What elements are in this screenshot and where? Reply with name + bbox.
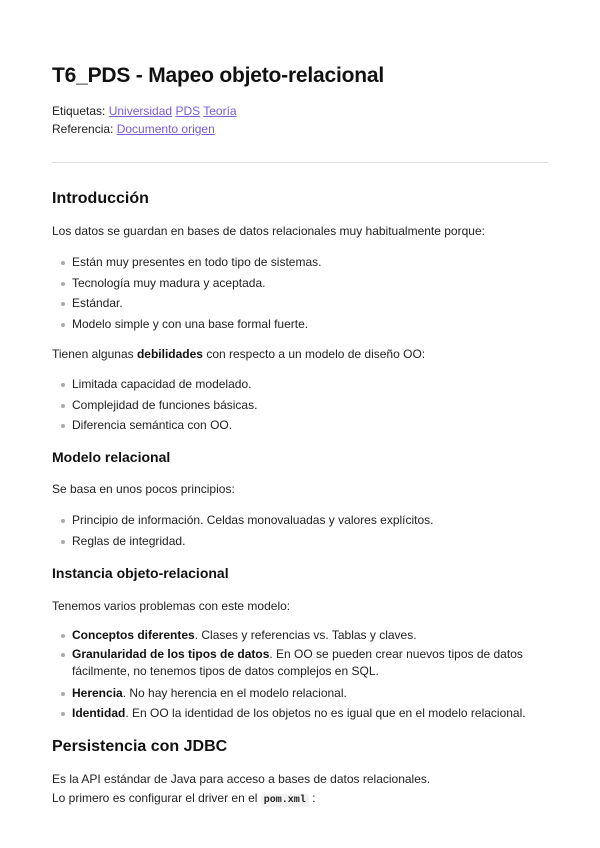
problems-list [52, 625, 548, 724]
reasons-list [52, 252, 548, 334]
reference-link[interactable]: Documento origen [116, 122, 215, 136]
list-item: Herencia. No hay herencia en el modelo relacional. [52, 683, 548, 704]
header-divider [52, 162, 548, 163]
list-item: Granularidad de los tipos de datos. En OO se pueden crear nuevos tipos de datos fácilmente, no tenemos tipos de datos complejos en SQL. [52, 646, 542, 680]
reference-label: Referencia: [52, 122, 114, 136]
list-item: Tecnología muy madura y aceptada. [52, 273, 548, 294]
bullet-icon [61, 383, 65, 387]
bullet-icon [61, 424, 65, 428]
bullet-icon [61, 323, 65, 327]
list-item: Estándar. [52, 293, 548, 314]
weaknesses-list [52, 374, 548, 436]
bullet-icon [61, 634, 65, 638]
list-item: Están muy presentes en todo tipo de sistemas. [52, 252, 548, 273]
section-heading-modelo-relacional: Modelo relacional [52, 449, 171, 465]
bullet-icon [61, 519, 65, 523]
principles-list [52, 510, 548, 551]
bullet-icon [61, 302, 65, 306]
tags-label: Etiquetas: [52, 104, 106, 118]
section-heading-introduccion: Introducción [52, 190, 149, 207]
list-item: Identidad. En OO la identidad de los objetos no es igual que en el modelo relacional. [52, 703, 548, 724]
bullet-icon [61, 712, 65, 716]
list-item: Diferencia semántica con OO. [52, 415, 548, 436]
page-title: T6_PDS - Mapeo objeto-relacional [52, 64, 384, 87]
tag-link-teoria[interactable]: Teoría [203, 104, 237, 118]
section-heading-instancia: Instancia objeto-relacional [52, 565, 229, 581]
bullet-icon [61, 692, 65, 696]
jdbc-line-1: Es la API estándar de Java para acceso a bases de datos relacionales. [52, 772, 431, 786]
list-item: Limitada capacidad de modelado. [52, 374, 548, 395]
tags-row [52, 102, 237, 120]
list-item: Complejidad de funciones básicas. [52, 395, 548, 416]
tag-link-universidad[interactable]: Universidad [108, 104, 173, 118]
list-item: Conceptos diferentes. Clases y referencias vs. Tablas y claves. [52, 625, 548, 646]
bullet-icon [61, 653, 65, 657]
bullet-icon [61, 282, 65, 286]
list-item: Modelo simple y con una base formal fuerte. [52, 314, 548, 335]
relational-paragraph: Se basa en unos pocos principios: [52, 482, 235, 496]
list-item: Principio de información. Celdas monovaluadas y valores explícitos. [52, 510, 548, 531]
section-heading-jdbc: Persistencia con JDBC [52, 738, 228, 755]
weaknesses-paragraph: Tienen algunas debilidades con respecto a un modelo de diseño OO: [52, 347, 426, 361]
intro-paragraph: Los datos se guardan en bases de datos relacionales muy habitualmente porque: [52, 224, 485, 238]
list-item: Reglas de integridad. [52, 531, 548, 552]
bullet-icon [61, 540, 65, 544]
bullet-icon [61, 404, 65, 408]
inline-code: pom.xml [261, 794, 309, 807]
reference-row [52, 120, 215, 138]
jdbc-line-2: Lo primero es configurar el driver en el pom.xml : [52, 791, 316, 806]
tag-link-pds[interactable]: PDS [175, 104, 201, 118]
instance-paragraph: Tenemos varios problemas con este modelo: [52, 599, 291, 613]
bullet-icon [61, 261, 65, 265]
